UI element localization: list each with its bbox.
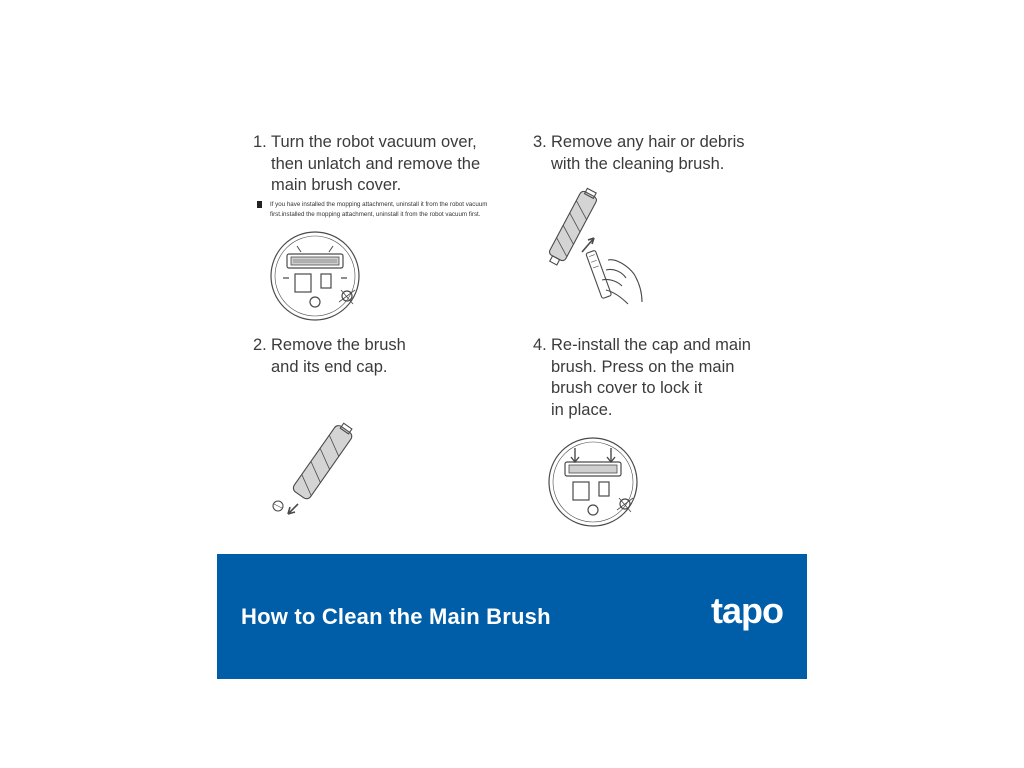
page-title: How to Clean the Main Brush xyxy=(241,604,551,629)
bookmark-icon xyxy=(257,201,262,208)
mopping-note xyxy=(257,200,527,220)
robot-underside-illustration xyxy=(267,224,367,324)
step-2-instruction xyxy=(253,335,406,378)
title-banner xyxy=(217,554,807,679)
step-number: 2. xyxy=(253,336,267,354)
step-text-line: main brush cover. xyxy=(271,176,402,194)
step-number: 4. xyxy=(533,336,547,354)
step-text-line: brush. Press on the main xyxy=(551,357,735,376)
step-3-instruction xyxy=(533,132,745,175)
step-text-line: with the cleaning brush. xyxy=(551,154,725,173)
step-1-instruction xyxy=(253,132,480,197)
step-number: 3. xyxy=(533,133,547,151)
cleaning-brush-illustration xyxy=(542,180,652,310)
brush-end-cap-illustration xyxy=(262,418,362,523)
reinstall-cover-illustration xyxy=(547,430,647,530)
step-number: 1. xyxy=(253,133,267,151)
step-text-line: Turn the robot vacuum over, xyxy=(271,133,477,151)
step-4-instruction xyxy=(533,335,751,421)
instruction-panel xyxy=(217,118,807,554)
step-text-line: and its end cap. xyxy=(271,357,388,376)
tapo-logo: tapo xyxy=(711,590,783,631)
note-line: If you have installed the mopping attachment, uninstall it from the robot vacuum xyxy=(270,201,488,208)
step-text-line: Remove any hair or debris xyxy=(551,133,745,151)
step-text-line: Remove the brush xyxy=(271,336,406,354)
step-text-line: in place. xyxy=(551,400,613,419)
step-text-line: then unlatch and remove the xyxy=(271,154,481,173)
note-line: first.installed the mopping attachment, uninstall it from the robot vacuum first. xyxy=(270,211,481,218)
step-text-line: Re-install the cap and main xyxy=(551,336,751,354)
step-text-line: brush cover to lock it xyxy=(551,379,703,397)
